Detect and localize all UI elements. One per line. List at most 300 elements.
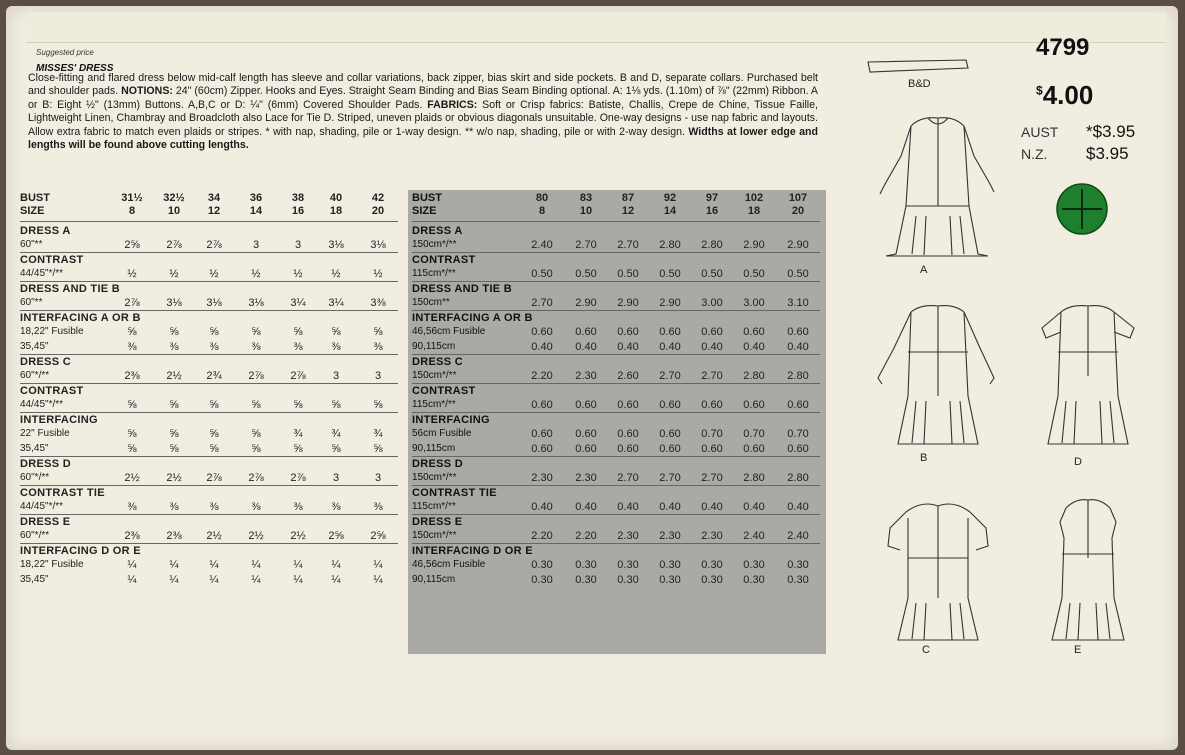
table-cell: ½ — [209, 268, 219, 280]
table-cell: 2.30 — [531, 472, 553, 484]
table-cell: 0.30 — [787, 559, 809, 571]
table-cell: 2.70 — [659, 370, 681, 382]
table-cell: 2⅞ — [248, 472, 264, 484]
table-cell: ⅝ — [373, 326, 383, 338]
table-cell: ⅝ — [293, 443, 303, 455]
table-cell: ¾ — [373, 428, 383, 440]
table-header-cell: 31½ — [121, 192, 143, 204]
table-cell: 3 — [374, 370, 382, 382]
envelope-flap — [26, 12, 1166, 43]
table-cell: 0.70 — [743, 428, 765, 440]
table-cell: 0.40 — [617, 501, 639, 513]
table-cell: 3 — [332, 370, 340, 382]
table-cell: 0.40 — [743, 501, 765, 513]
section-label: CONTRAST — [412, 254, 476, 266]
table-cell: 0.50 — [617, 268, 639, 280]
row-label: 60"** — [20, 297, 43, 308]
table-cell: 2.80 — [659, 239, 681, 251]
row-label: 90,115cm — [412, 443, 456, 454]
section-label: DRESS A — [412, 225, 463, 237]
table-cell: 2.70 — [531, 297, 553, 309]
table-header-cell: 36 — [249, 192, 263, 204]
row-label: 44/45"*/** — [20, 501, 64, 512]
technical-drawings — [866, 56, 1166, 666]
section-label: INTERFACING — [412, 414, 490, 426]
table-header-cell: 8 — [538, 205, 546, 217]
table-cell: 2.80 — [787, 472, 809, 484]
price-main: $4.00 — [1036, 80, 1094, 110]
table-rule — [412, 354, 820, 355]
row-label: 60"*/** — [20, 370, 50, 381]
row-label: 150cm*/** — [412, 472, 457, 483]
row-label: 150cm*/** — [412, 239, 457, 250]
table-rule — [412, 456, 820, 457]
price-nz-label: N.Z. — [1021, 146, 1048, 162]
table-cell: ¼ — [169, 574, 179, 586]
table-cell: 2.90 — [787, 239, 809, 251]
section-label: DRESS AND TIE B — [412, 283, 513, 295]
table-cell: 2⅝ — [328, 530, 344, 542]
table-cell: 0.40 — [575, 501, 597, 513]
table-cell: 2½ — [124, 472, 140, 484]
table-header-cell: 20 — [791, 205, 805, 217]
table-cell: ⅜ — [331, 501, 341, 513]
table-rule — [20, 252, 398, 253]
table-cell: 2½ — [290, 530, 306, 542]
table-cell: 2⅞ — [290, 472, 306, 484]
table-cell: 0.40 — [531, 501, 553, 513]
row-label: 46,56cm Fusible — [412, 326, 486, 337]
table-header-cell: 16 — [705, 205, 719, 217]
table-cell: ⅝ — [331, 399, 341, 411]
table-header-cell: 20 — [371, 205, 385, 217]
table-cell: 0.50 — [701, 268, 723, 280]
row-label: 18,22" Fusible — [20, 559, 84, 570]
table-cell: 0.60 — [575, 443, 597, 455]
table-cell: 0.40 — [575, 341, 597, 353]
table-cell: 2.20 — [575, 530, 597, 542]
table-cell: ⅝ — [209, 428, 219, 440]
fabrics-text: Soft or Crisp fabrics: Batiste, Challis, Crepe de Chine, Tissue Faille, Lightweight Linen, Chambray and Broadcloth also Lace for Tie D. Striped, uneven plaids or obvious diagonals unsuitable. One-way designs - use nap fabric and layouts. Allow extra fabric to match even plaids or stripes. * with nap, shading, pile or 1-way design. ** w/o nap, shading, pile or with 2-way design. — [28, 98, 818, 138]
section-label: DRESS E — [20, 516, 71, 528]
table-cell: ½ — [127, 268, 137, 280]
table-cell: ¼ — [169, 559, 179, 571]
table-cell: ⅝ — [127, 443, 137, 455]
table-cell: ½ — [331, 268, 341, 280]
row-label: 35,45" — [20, 574, 49, 585]
section-label: INTERFACING D OR E — [20, 545, 141, 557]
table-cell: 0.30 — [659, 559, 681, 571]
table-rule — [20, 543, 398, 544]
table-header-cell: 83 — [579, 192, 593, 204]
table-cell: ¼ — [209, 559, 219, 571]
table-cell: 2.40 — [743, 530, 765, 542]
table-cell: 0.50 — [575, 268, 597, 280]
section-label: DRESS AND TIE B — [20, 283, 121, 295]
table-rule — [20, 412, 398, 413]
table-cell: ¾ — [331, 428, 341, 440]
table-header-cell: 10 — [167, 205, 181, 217]
table-cell: 2.90 — [575, 297, 597, 309]
table-cell: 0.60 — [575, 428, 597, 440]
table-cell: 2.20 — [531, 530, 553, 542]
table-cell: 2.90 — [617, 297, 639, 309]
table-cell: 0.60 — [575, 399, 597, 411]
section-label: DRESS D — [20, 458, 71, 470]
table-cell: ½ — [251, 268, 261, 280]
table-cell: ⅜ — [373, 341, 383, 353]
table-cell: ⅜ — [251, 341, 261, 353]
table-cell: 3.00 — [743, 297, 765, 309]
table-cell: 0.30 — [659, 574, 681, 586]
table-cell: 2½ — [166, 370, 182, 382]
table-header-cell: 14 — [663, 205, 677, 217]
view-d-label: D — [1074, 456, 1082, 468]
table-cell: ¼ — [251, 574, 261, 586]
collar-piece-drawing — [868, 60, 968, 72]
table-cell: 2⅞ — [290, 370, 306, 382]
pattern-title: MISSES' DRESS — [36, 63, 114, 74]
table-cell: ⅜ — [251, 501, 261, 513]
table-cell: 3 — [294, 239, 302, 251]
table-cell: 0.30 — [617, 574, 639, 586]
pattern-number: 4799 — [1036, 34, 1090, 61]
table-cell: 2.40 — [787, 530, 809, 542]
table-cell: 2.80 — [743, 370, 765, 382]
section-label: CONTRAST TIE — [412, 487, 497, 499]
table-cell: ⅝ — [251, 399, 261, 411]
table-cell: 0.60 — [531, 428, 553, 440]
table-cell: ⅝ — [169, 428, 179, 440]
table-cell: 2.80 — [701, 239, 723, 251]
table-cell: 2.90 — [659, 297, 681, 309]
table-cell: ⅝ — [373, 443, 383, 455]
table-cell: 0.50 — [787, 268, 809, 280]
notions-label: NOTIONS: — [121, 85, 173, 98]
table-cell: ½ — [169, 268, 179, 280]
table-cell: 0.60 — [659, 443, 681, 455]
table-cell: ⅜ — [169, 501, 179, 513]
table-cell: 3⅛ — [248, 297, 264, 309]
table-rule — [412, 252, 820, 253]
table-cell: 0.60 — [617, 428, 639, 440]
table-header-cell: 34 — [207, 192, 221, 204]
table-cell: 2.90 — [743, 239, 765, 251]
table-cell: ⅝ — [209, 399, 219, 411]
row-label: 56cm Fusible — [412, 428, 472, 439]
table-cell: ⅝ — [251, 428, 261, 440]
table-cell: 0.70 — [701, 428, 723, 440]
view-a-drawing — [880, 118, 994, 256]
table-cell: ⅝ — [209, 326, 219, 338]
table-cell: 3.10 — [787, 297, 809, 309]
table-cell: 2⅞ — [124, 297, 140, 309]
row-label: 44/45"*/** — [20, 268, 64, 279]
table-cell: ¼ — [127, 574, 137, 586]
table-cell: 0.60 — [531, 399, 553, 411]
row-label: 90,115cm — [412, 341, 456, 352]
table-cell: ⅜ — [169, 341, 179, 353]
table-cell: 0.50 — [743, 268, 765, 280]
table-cell: 0.40 — [659, 341, 681, 353]
table-cell: 0.60 — [531, 443, 553, 455]
row-label: 35,45" — [20, 443, 49, 454]
table-cell: 3⅜ — [370, 297, 386, 309]
table-cell: 0.40 — [659, 501, 681, 513]
price-aust-value: *$3.95 — [1086, 122, 1136, 141]
table-cell: ½ — [293, 268, 303, 280]
table-cell: 0.30 — [701, 559, 723, 571]
table-cell: 0.60 — [659, 399, 681, 411]
table-cell: 0.30 — [531, 559, 553, 571]
view-e-drawing — [1052, 500, 1124, 640]
table-cell: ¼ — [373, 559, 383, 571]
table-header-cell: 32½ — [163, 192, 185, 204]
table-header-cell: 92 — [663, 192, 677, 204]
view-e-label: E — [1074, 644, 1082, 656]
table-cell: ⅝ — [169, 399, 179, 411]
table-cell: ¼ — [251, 559, 261, 571]
table-rule — [412, 281, 820, 282]
row-label: 115cm*/** — [412, 501, 456, 512]
row-label: 115cm*/** — [412, 399, 456, 410]
table-cell: 0.30 — [743, 574, 765, 586]
table-cell: ⅝ — [169, 326, 179, 338]
table-cell: 0.30 — [617, 559, 639, 571]
table-rule — [412, 221, 820, 222]
table-rule — [412, 485, 820, 486]
section-label: CONTRAST TIE — [20, 487, 105, 499]
table-cell: 2.60 — [617, 370, 639, 382]
view-bd-label: B&D — [908, 78, 931, 90]
table-cell: 2⅞ — [248, 370, 264, 382]
table-cell: 2⅞ — [206, 472, 222, 484]
table-cell: ⅝ — [331, 443, 341, 455]
table-cell: 3 — [252, 239, 260, 251]
table-header-cell: 8 — [128, 205, 136, 217]
table-cell: 0.30 — [531, 574, 553, 586]
table-cell: 0.50 — [659, 268, 681, 280]
section-label: DRESS D — [412, 458, 463, 470]
table-rule — [412, 514, 820, 515]
view-a-label: A — [920, 264, 928, 276]
view-c-label: C — [922, 644, 930, 656]
table-cell: ¾ — [293, 428, 303, 440]
table-cell: 0.40 — [743, 341, 765, 353]
table-cell: 2.30 — [659, 530, 681, 542]
row-label: 115cm*/** — [412, 268, 456, 279]
table-cell: 2.30 — [701, 530, 723, 542]
table-cell: ¼ — [293, 574, 303, 586]
section-label: INTERFACING D OR E — [412, 545, 533, 557]
table-cell: 0.60 — [701, 326, 723, 338]
table-cell: 2.30 — [575, 370, 597, 382]
table-cell: 3 — [332, 472, 340, 484]
table-cell: 0.60 — [575, 326, 597, 338]
fabrics-label: FABRICS: — [427, 98, 478, 111]
table-rule — [20, 456, 398, 457]
table-cell: 2.70 — [575, 239, 597, 251]
table-header-cell: 80 — [535, 192, 549, 204]
row-label: 35,45" — [20, 341, 49, 352]
table-cell: 0.60 — [617, 326, 639, 338]
view-c-drawing — [888, 504, 988, 640]
table-cell: ⅜ — [209, 501, 219, 513]
table-cell: 0.50 — [531, 268, 553, 280]
table-header-label: BUST — [20, 192, 50, 204]
table-cell: 0.40 — [531, 341, 553, 353]
table-cell: 3⅛ — [328, 239, 344, 251]
table-cell: 2⅜ — [124, 530, 140, 542]
section-label: INTERFACING — [20, 414, 98, 426]
table-cell: ¼ — [127, 559, 137, 571]
table-cell: ⅝ — [169, 443, 179, 455]
section-label: CONTRAST — [20, 385, 84, 397]
table-cell: 0.60 — [787, 443, 809, 455]
table-cell: 2.70 — [617, 239, 639, 251]
table-cell: ⅝ — [293, 326, 303, 338]
table-cell: 3⅛ — [206, 297, 222, 309]
table-header-cell: 12 — [207, 205, 221, 217]
table-cell: 3.00 — [701, 297, 723, 309]
table-cell: ⅝ — [331, 326, 341, 338]
table-cell: 2.80 — [743, 472, 765, 484]
table-cell: ⅝ — [127, 428, 137, 440]
table-header-cell: 12 — [621, 205, 635, 217]
view-b-label: B — [920, 452, 928, 464]
table-cell: 0.30 — [575, 574, 597, 586]
table-header-cell: 10 — [579, 205, 593, 217]
table-cell: 2.20 — [531, 370, 553, 382]
table-rule — [412, 383, 820, 384]
table-rule — [412, 310, 820, 311]
table-cell: 2½ — [248, 530, 264, 542]
table-cell: 0.30 — [787, 574, 809, 586]
table-cell: ⅝ — [251, 443, 261, 455]
table-cell: 0.60 — [617, 399, 639, 411]
table-rule — [412, 412, 820, 413]
price-aust-label: AUST — [1021, 124, 1059, 140]
table-rule — [20, 281, 398, 282]
table-cell: 0.60 — [743, 443, 765, 455]
table-cell: 2⅝ — [124, 239, 140, 251]
table-rule — [20, 310, 398, 311]
section-label: DRESS E — [412, 516, 463, 528]
table-header-cell: 107 — [788, 192, 808, 204]
row-label: 46,56cm Fusible — [412, 559, 486, 570]
table-cell: ⅝ — [293, 399, 303, 411]
table-cell: 2.80 — [787, 370, 809, 382]
table-cell: 0.60 — [617, 443, 639, 455]
table-cell: ⅜ — [127, 501, 137, 513]
row-label: 18,22" Fusible — [20, 326, 84, 337]
table-cell: 0.60 — [787, 399, 809, 411]
table-cell: ¼ — [331, 559, 341, 571]
table-cell: ⅝ — [127, 399, 137, 411]
table-rule — [20, 354, 398, 355]
table-header-cell: 102 — [744, 192, 764, 204]
table-header-cell: 18 — [747, 205, 761, 217]
table-cell: ¼ — [373, 574, 383, 586]
widths-note: Widths at lower edge and lengths will be found above cutting lengths. — [28, 125, 818, 152]
table-cell: 0.30 — [701, 574, 723, 586]
row-label: 90,115cm — [412, 574, 456, 585]
pattern-description — [28, 72, 818, 152]
row-label: 22" Fusible — [20, 428, 70, 439]
table-header-label: SIZE — [412, 205, 437, 217]
table-header-cell: 38 — [291, 192, 305, 204]
table-header-cell: 40 — [329, 192, 343, 204]
table-cell: 2½ — [166, 472, 182, 484]
table-header-label: SIZE — [20, 205, 45, 217]
table-cell: 0.60 — [787, 326, 809, 338]
table-cell: ⅜ — [373, 501, 383, 513]
section-label: DRESS C — [412, 356, 463, 368]
table-rule — [20, 221, 398, 222]
table-cell: ⅜ — [293, 341, 303, 353]
table-cell: ⅝ — [373, 399, 383, 411]
table-cell: 2⅝ — [370, 530, 386, 542]
row-label: 44/45"*/** — [20, 399, 64, 410]
table-cell: 3 — [374, 472, 382, 484]
table-cell: ⅝ — [209, 443, 219, 455]
table-cell: 0.60 — [531, 326, 553, 338]
notions-text: 24" (60cm) Zipper. Hooks and Eyes. Straight Seam Binding and Bias Seam Binding optional. A: 1⅛ yds. (1.10m) of ⅞" (22mm) Ribbon. A or B: Eight ½" (13mm) Buttons. A,B,C or D: ¼" (6mm) Covered Shoulder Pads. — [28, 85, 818, 111]
table-cell: 0.30 — [575, 559, 597, 571]
table-cell: 0.60 — [659, 428, 681, 440]
description-text: Close-fitting and flared dress below mid-calf length has sleeve and collar variations, back zipper, bias skirt and side pockets. B and D, separate collars. Purchased belt and shoulder pads. — [28, 72, 818, 98]
table-cell: 2.70 — [617, 472, 639, 484]
table-rule — [20, 383, 398, 384]
view-d-drawing — [1042, 306, 1134, 444]
section-label: INTERFACING A OR B — [412, 312, 533, 324]
table-cell: ⅜ — [127, 341, 137, 353]
table-cell: 2⅜ — [124, 370, 140, 382]
table-cell: 0.40 — [617, 341, 639, 353]
table-cell: 2⅜ — [166, 530, 182, 542]
table-rule — [412, 543, 820, 544]
table-rule — [20, 485, 398, 486]
table-cell: ¼ — [293, 559, 303, 571]
table-cell: 0.60 — [743, 399, 765, 411]
table-cell: 0.40 — [787, 501, 809, 513]
table-cell: 0.40 — [787, 341, 809, 353]
metric-yardage-table — [412, 192, 822, 652]
table-cell: ¼ — [209, 574, 219, 586]
table-cell: 3¼ — [290, 297, 306, 309]
imperial-yardage-table — [20, 192, 400, 652]
table-header-cell: 87 — [621, 192, 635, 204]
table-header-label: BUST — [412, 192, 442, 204]
table-cell: 2.30 — [617, 530, 639, 542]
table-cell: 0.40 — [701, 341, 723, 353]
row-label: 60"*/** — [20, 530, 50, 541]
table-cell: 2¾ — [206, 370, 222, 382]
table-cell: 3¼ — [328, 297, 344, 309]
table-cell: ⅜ — [331, 341, 341, 353]
view-b-drawing — [878, 306, 994, 444]
table-header-cell: 18 — [329, 205, 343, 217]
row-label: 60"*/** — [20, 472, 50, 483]
table-header-cell: 42 — [371, 192, 385, 204]
table-cell: 2⅞ — [166, 239, 182, 251]
section-label: DRESS C — [20, 356, 71, 368]
table-cell: 3⅛ — [370, 239, 386, 251]
table-cell: 0.60 — [743, 326, 765, 338]
table-cell: 2.30 — [575, 472, 597, 484]
table-cell: ⅜ — [209, 341, 219, 353]
row-label: 150cm*/** — [412, 370, 457, 381]
